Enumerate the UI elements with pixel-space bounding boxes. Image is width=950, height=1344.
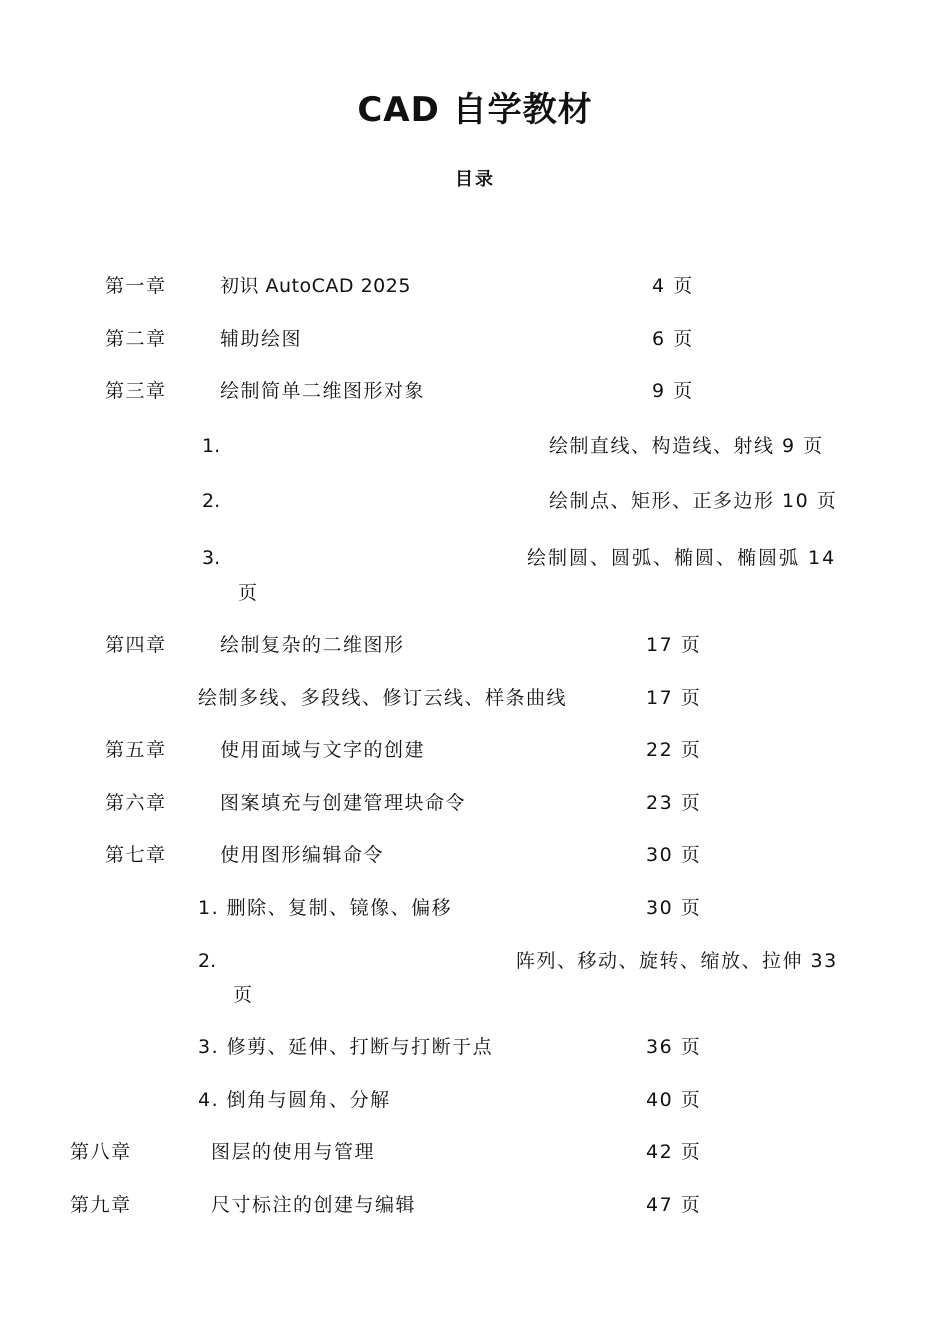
toc-item-text: 绘制圆、圆弧、椭圆、椭圆弧 14 bbox=[527, 547, 837, 569]
toc-page-number: 47 页 bbox=[646, 1194, 702, 1216]
toc-heading: 目录 bbox=[455, 169, 495, 190]
toc-item-text: 绘制点、矩形、正多边形 10 页 bbox=[549, 490, 838, 512]
toc-item-title: 4. 倒角与圆角、分解 bbox=[198, 1089, 391, 1111]
toc-chapter-title: 绘制复杂的二维图形 bbox=[220, 634, 405, 656]
toc-page-number: 30 页 bbox=[646, 897, 702, 919]
toc-item-title: 绘制多线、多段线、修订云线、样条曲线 bbox=[198, 687, 568, 709]
toc-chapter-label: 第一章 bbox=[105, 275, 167, 297]
toc-chapter-title: 初识 AutoCAD 2025 bbox=[220, 275, 411, 297]
toc-chapter-title: 使用图形编辑命令 bbox=[220, 844, 385, 866]
toc-item-text: 阵列、移动、旋转、缩放、拉伸 33 bbox=[516, 950, 838, 972]
toc-page-number: 40 页 bbox=[646, 1089, 702, 1111]
toc-chapter-title: 辅助绘图 bbox=[220, 328, 303, 350]
toc-chapter-label: 第三章 bbox=[105, 380, 167, 402]
toc-chapter-title: 绘制简单二维图形对象 bbox=[220, 380, 426, 402]
toc-page-number: 17 页 bbox=[646, 687, 702, 709]
toc-item-number: 3. bbox=[202, 547, 221, 569]
toc-chapter-label: 第八章 bbox=[70, 1141, 132, 1163]
toc-page-number: 4 页 bbox=[652, 275, 694, 297]
toc-chapter-title: 尺寸标注的创建与编辑 bbox=[211, 1194, 417, 1216]
toc-chapter-label: 第七章 bbox=[105, 844, 167, 866]
toc-page-number: 9 页 bbox=[652, 380, 694, 402]
toc-chapter-title: 图案填充与创建管理块命令 bbox=[220, 792, 467, 814]
toc-page-number: 22 页 bbox=[646, 739, 702, 761]
toc-page-number: 23 页 bbox=[646, 792, 702, 814]
toc-page-number: 6 页 bbox=[652, 328, 694, 350]
toc-chapter-title: 图层的使用与管理 bbox=[211, 1141, 376, 1163]
toc-chapter-label: 第五章 bbox=[105, 739, 167, 761]
toc-chapter-label: 第四章 bbox=[105, 634, 167, 656]
toc-chapter-title: 使用面域与文字的创建 bbox=[220, 739, 426, 761]
toc-item-number: 2. bbox=[202, 490, 221, 512]
toc-item-wrap: 页 bbox=[233, 984, 254, 1006]
document-title: CAD 自学教材 bbox=[357, 90, 593, 130]
toc-item-title: 3. 修剪、延伸、打断与打断于点 bbox=[198, 1036, 494, 1058]
toc-item-number: 1. bbox=[202, 435, 221, 457]
toc-page-number: 36 页 bbox=[646, 1036, 702, 1058]
toc-chapter-label: 第六章 bbox=[105, 792, 167, 814]
toc-page-number: 42 页 bbox=[646, 1141, 702, 1163]
toc-chapter-label: 第九章 bbox=[70, 1194, 132, 1216]
toc-page-number: 17 页 bbox=[646, 634, 702, 656]
toc-item-text: 绘制直线、构造线、射线 9 页 bbox=[549, 435, 824, 457]
toc-chapter-label: 第二章 bbox=[105, 328, 167, 350]
toc-item-number: 2. bbox=[198, 950, 217, 972]
toc-page-number: 30 页 bbox=[646, 844, 702, 866]
toc-item-wrap: 页 bbox=[238, 582, 259, 604]
toc-item-title: 1. 删除、复制、镜像、偏移 bbox=[198, 897, 453, 919]
